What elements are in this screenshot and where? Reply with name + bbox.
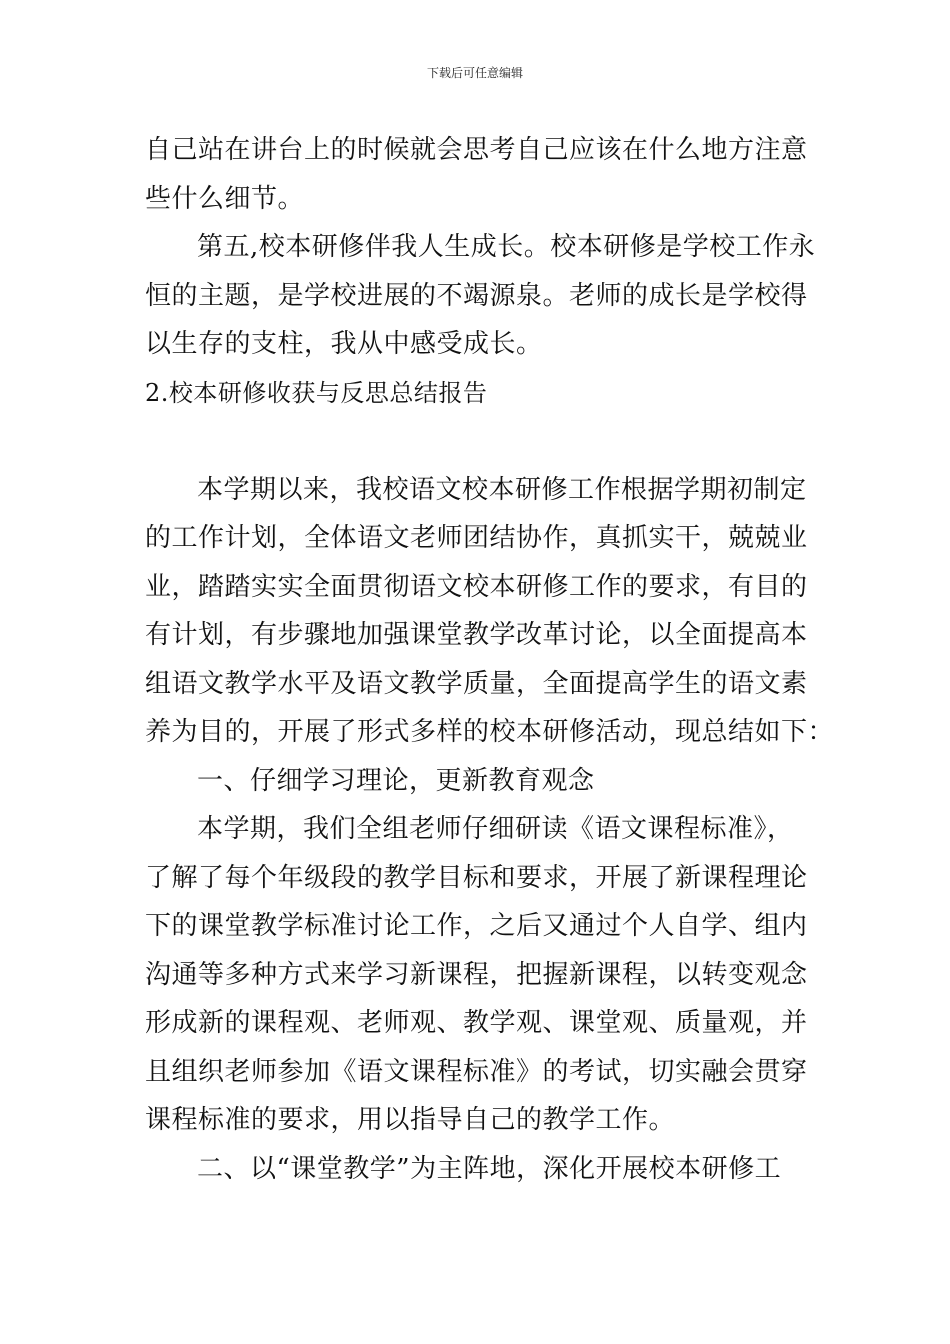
text-line: 组语文教学水平及语文教学质量，全面提高学生的语文素 xyxy=(145,668,808,699)
text-line: 沟通等多种方式来学习新课程，把握新课程，以转变观念 xyxy=(145,959,808,990)
text-line: 的工作计划，全体语文老师团结协作，真抓实干，兢兢业 xyxy=(145,523,808,553)
text-line: 以生存的支柱，我从中感受成长。 xyxy=(145,329,543,359)
text-line: 了解了每个年级段的教学目标和要求，开展了新课程理论 xyxy=(145,862,808,893)
text-line: 自己站在讲台上的时候就会思考自己应该在什么地方注意 xyxy=(145,135,808,165)
section-heading: 2.校本研修收获与反思总结报告 xyxy=(145,378,488,407)
text-line: 恒的主题，是学校进展的不竭源泉。老师的成长是学校得 xyxy=(145,280,808,311)
text-line: 二、以“课堂教学”为主阵地，深化开展校本研修工 xyxy=(197,1153,782,1184)
text-line: 本学期以来，我校语文校本研修工作根据学期初制定 xyxy=(197,474,807,505)
blank-line xyxy=(145,417,810,466)
text-line: 形成新的课程观、老师观、教学观、课堂观、质量观，并 xyxy=(145,1008,808,1038)
text-line: 且组织老师参加《语文课程标准》的考试，切实融会贯穿 xyxy=(145,1056,808,1087)
document-body xyxy=(145,126,835,1193)
text-line: 下的课堂教学标准讨论工作，之后又通过个人自学、组内 xyxy=(145,911,808,941)
text-line: 一、仔细学习理论，更新教育观念 xyxy=(197,765,595,796)
page-header: 下载后可任意编辑 xyxy=(426,66,523,80)
text-line: 课程标准的要求，用以指导自己的教学工作。 xyxy=(145,1105,676,1135)
text-line: 有计划，有步骤地加强课堂教学改革讨论，以全面提高本 xyxy=(145,620,808,650)
text-line: 第五,校本研修伴我人生成长。校本研修是学校工作永 xyxy=(197,232,816,262)
text-line: 些什么细节。 xyxy=(145,183,305,214)
text-line: 养为目的，开展了形式多样的校本研修活动，现总结如下： xyxy=(145,717,835,747)
text-line: 本学期，我们全组老师仔细研读《语文课程标准》， xyxy=(197,814,794,844)
text-line: 业，踏踏实实全面贯彻语文校本研修工作的要求，有目的 xyxy=(145,571,808,602)
